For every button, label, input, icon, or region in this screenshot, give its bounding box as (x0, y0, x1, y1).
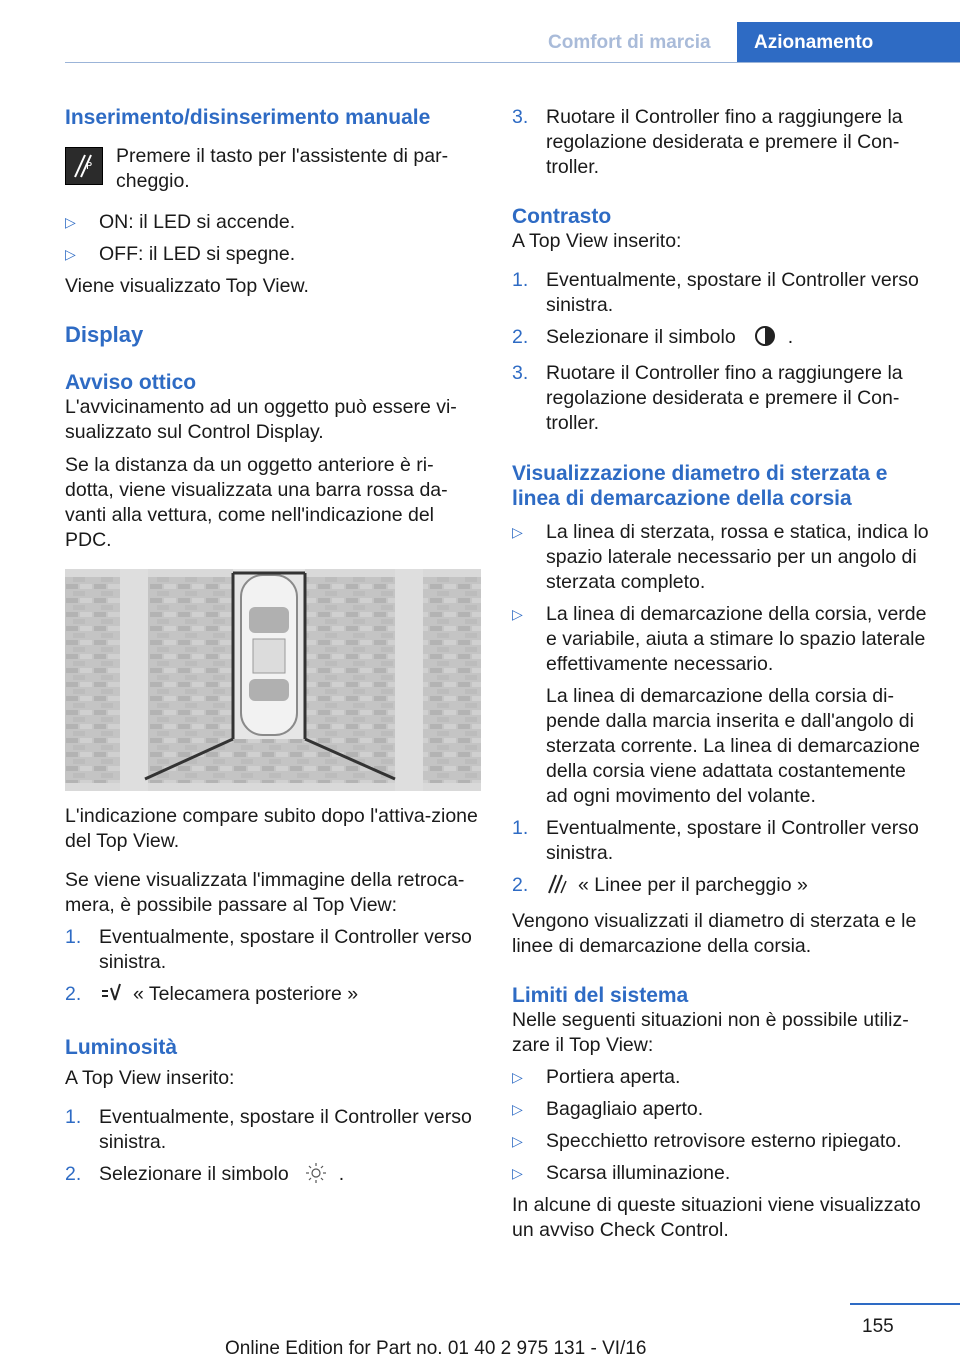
paragraph: A Top View inserito: (512, 230, 682, 252)
paragraph: Vengono visualizzati il diametro di sterzata e le linee di demarcazione della corsia. (512, 910, 917, 957)
header-section-label: Comfort di marcia (548, 32, 711, 53)
bullet-marker: ▷ (512, 1133, 523, 1149)
paragraph: L'indicazione compare subito dopo l'attiva-zione del Top View. (65, 805, 478, 852)
numbered-step (65, 982, 481, 1011)
left-column (65, 100, 481, 1191)
step-text: Ruotare il Controller fino a raggiungere la regolazione desiderata e premere il Con-troller. (546, 106, 903, 178)
step-end: . (338, 1163, 345, 1185)
list-item (512, 1065, 932, 1090)
numbered-step (65, 1162, 481, 1191)
step-text: « Telecamera posteriore » (133, 983, 359, 1005)
manual-instruction (65, 144, 481, 194)
list-item (512, 520, 932, 595)
list-item-text: OFF: il LED si spegne. (99, 243, 296, 265)
heading-luminosita: Luminosità (65, 1036, 178, 1059)
footer-rule (850, 1303, 960, 1305)
park-assist-button-icon (65, 147, 103, 185)
heading-manual: Inserimento/disinserimento manuale (65, 106, 431, 129)
list-item (512, 1161, 932, 1186)
list-item-text: Scarsa illuminazione. (546, 1162, 731, 1184)
step-number: 2. (65, 983, 82, 1005)
step-text: Eventualmente, spostare il Controller verso sinistra. (99, 1106, 472, 1153)
numbered-step (512, 361, 932, 436)
contrast-icon (754, 325, 776, 354)
manual-text: Premere il tasto per l'assistente di par-cheggio. (116, 145, 449, 192)
camera-icon (99, 982, 123, 1011)
parking-lines-icon (546, 873, 568, 902)
bullet-marker: ▷ (512, 524, 523, 540)
right-column (512, 100, 932, 1243)
list-item (512, 1129, 932, 1154)
brightness-icon (305, 1162, 327, 1191)
step-text: Eventualmente, spostare il Controller verso sinistra. (546, 817, 919, 864)
step-number: 1. (65, 926, 82, 948)
step-text: Selezionare il simbolo (99, 1163, 289, 1185)
list-item-text: Portiera aperta. (546, 1066, 681, 1088)
step-number: 1. (512, 817, 529, 839)
list-item-text: ON: il LED si accende. (99, 211, 296, 233)
heading-limiti: Limiti del sistema (512, 984, 689, 1007)
bullet-marker: ▷ (65, 214, 76, 230)
heading-contrasto: Contrasto (512, 205, 612, 228)
list-item (65, 242, 481, 267)
heading-display: Display (65, 322, 144, 347)
bullet-marker: ▷ (512, 606, 523, 622)
heading-visualizzazione: Visualizzazione diametro di sterzata e linea di demarcazione della corsia (512, 462, 888, 510)
bullet-marker: ▷ (512, 1165, 523, 1181)
paragraph: La linea di demarcazione della corsia di-pende dalla marcia inserita e dall'angolo di sterzata corrente. La linea di demarcazione della corsia viene adattata costantemente ad ogni movimento del volante. (546, 685, 920, 807)
list-item-text: La linea di demarcazione della corsia, verde e variabile, aiuta a stimare lo spazio laterale effettivamente necessario. (546, 603, 927, 675)
list-item (512, 602, 932, 677)
step-text: Ruotare il Controller fino a raggiungere la regolazione desiderata e premere il Con-troller. (546, 362, 903, 434)
paragraph: Se viene visualizzata l'immagine della retroca-mera, è possibile passare al Top View: (65, 869, 465, 916)
header-chapter-tab: Azionamento (737, 22, 960, 63)
paragraph: In alcune di queste situazioni viene visualizzato un avviso Check Control. (512, 1194, 921, 1241)
bullet-marker: ▷ (512, 1101, 523, 1117)
numbered-step (512, 325, 932, 354)
bullet-marker: ▷ (512, 1069, 523, 1085)
list-item (65, 210, 481, 235)
paragraph: L'avvicinamento ad un oggetto può essere vi-sualizzato sul Control Display. (65, 396, 457, 443)
svg-text:P: P (86, 161, 93, 172)
numbered-step (512, 873, 932, 902)
step-text: Eventualmente, spostare il Controller verso sinistra. (99, 926, 472, 973)
header-rule (65, 62, 960, 63)
edition-note: Online Edition for Part no. 01 40 2 975 131 - VI/16 (225, 1338, 647, 1359)
step-text: Eventualmente, spostare il Controller verso sinistra. (546, 269, 919, 316)
page-number: 155 (862, 1316, 894, 1337)
numbered-step (65, 1105, 481, 1155)
step-text: « Linee per il parcheggio » (578, 874, 808, 896)
step-number: 2. (512, 326, 529, 348)
paragraph: Viene visualizzato Top View. (65, 275, 309, 297)
heading-avviso: Avviso ottico (65, 371, 197, 394)
paragraph: Se la distanza da un oggetto anteriore è ri-dotta, viene visualizzata una barra rossa da-vanti alla vettura, come nell'indicazione del PDC. (65, 454, 448, 551)
list-item-text: La linea di sterzata, rossa e statica, indica lo spazio laterale necessario per un angolo di sterzata completo. (546, 521, 929, 593)
step-end: . (787, 326, 794, 348)
step-number: 1. (65, 1106, 82, 1128)
numbered-step (512, 105, 932, 180)
step-text: Selezionare il simbolo (546, 326, 736, 348)
list-item-text: Specchietto retrovisore esterno ripiegato. (546, 1130, 902, 1152)
list-item-text: Bagagliaio aperto. (546, 1098, 704, 1120)
step-number: 3. (512, 106, 529, 128)
paragraph: Nelle seguenti situazioni non è possibile utiliz-zare il Top View: (512, 1009, 909, 1056)
numbered-step (65, 925, 481, 975)
numbered-step (512, 268, 932, 318)
step-number: 1. (512, 269, 529, 291)
top-view-illustration (65, 569, 481, 791)
list-item (512, 1097, 932, 1122)
bullet-marker: ▷ (65, 246, 76, 262)
numbered-step (512, 816, 932, 866)
step-number: 2. (65, 1163, 82, 1185)
step-number: 3. (512, 362, 529, 384)
paragraph: A Top View inserito: (65, 1067, 235, 1089)
step-number: 2. (512, 874, 529, 896)
